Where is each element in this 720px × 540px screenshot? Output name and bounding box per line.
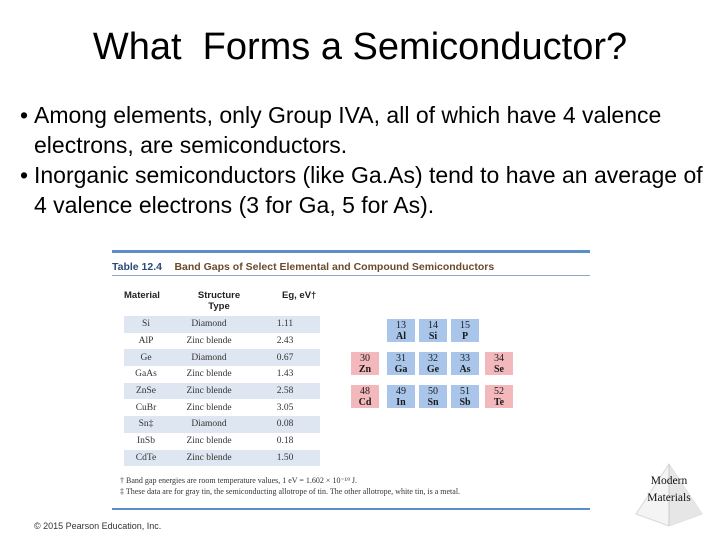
band-gap-figure xyxy=(112,250,590,512)
figure-top-rule xyxy=(112,250,590,253)
atomic-number: 48 xyxy=(360,386,370,397)
atomic-number: 50 xyxy=(428,386,438,397)
table-row xyxy=(124,399,320,416)
element-symbol: Te xyxy=(493,397,505,408)
modern-materials-logo xyxy=(634,462,704,528)
cell-material: Si xyxy=(124,316,168,333)
element-symbol: P xyxy=(461,331,469,342)
atomic-number: 30 xyxy=(360,353,370,364)
cell-gap: 1.50 xyxy=(250,450,320,467)
element-cell xyxy=(484,384,514,409)
table-number: Table 12.4 xyxy=(112,261,162,273)
footnote: † Band gap energies are room temperature values, 1 eV = 1.602 × 10⁻¹⁹ J. xyxy=(120,476,357,485)
element-cell xyxy=(418,384,448,409)
table-row xyxy=(124,450,320,467)
table-row xyxy=(124,333,320,350)
cell-gap: 0.08 xyxy=(250,416,320,433)
cell-material: AlP xyxy=(138,336,154,347)
cell-material: CuBr xyxy=(135,402,157,413)
element-symbol: Ga xyxy=(394,364,408,375)
element-cell xyxy=(484,351,514,376)
element-symbol: Al xyxy=(396,331,406,342)
element-cell xyxy=(386,384,416,409)
atomic-number: 34 xyxy=(494,353,504,364)
cell-gap: 0.18 xyxy=(276,436,294,447)
bullet-marker: • xyxy=(20,162,29,188)
cell-material: Sn‡ xyxy=(124,416,168,433)
element-symbol: Cd xyxy=(358,397,372,408)
element-symbol: Sb xyxy=(459,397,471,408)
table-row xyxy=(124,349,320,366)
header-structure: Structure Type xyxy=(197,290,241,312)
cell-gap: 2.58 xyxy=(250,383,320,400)
element-symbol: Ge xyxy=(426,364,440,375)
element-symbol: Sn xyxy=(427,397,439,408)
atomic-number: 51 xyxy=(460,386,470,397)
atomic-number: 32 xyxy=(428,353,438,364)
bullet-item xyxy=(20,100,710,160)
table-name: Band Gaps of Select Elemental and Compound Semiconductors xyxy=(174,261,495,273)
atomic-number: 15 xyxy=(460,320,470,331)
atomic-number: 49 xyxy=(396,386,406,397)
element-cell xyxy=(450,318,480,343)
atomic-number: 33 xyxy=(460,353,470,364)
figure-bottom-rule xyxy=(112,508,590,510)
cell-gap: 1.43 xyxy=(276,369,294,380)
element-symbol: Zn xyxy=(358,364,372,375)
table-caption xyxy=(112,257,590,276)
footnote: ‡ These data are for gray tin, the semiconducting allotrope of tin. The other allotrope, white tin, is a metal. xyxy=(120,487,461,496)
cell-gap: 2.43 xyxy=(276,336,294,347)
table-row xyxy=(124,433,320,450)
element-cell xyxy=(386,318,416,343)
copyright-credit: © 2015 Pearson Education, Inc. xyxy=(34,521,162,531)
cell-structure: Zinc blende xyxy=(186,402,232,413)
table-row xyxy=(124,366,320,383)
element-cell xyxy=(418,318,448,343)
element-cell xyxy=(386,351,416,376)
cell-material: GaAs xyxy=(135,369,157,380)
element-cell xyxy=(418,351,448,376)
table-row xyxy=(124,383,320,400)
logo-line-2: Materials xyxy=(647,492,691,504)
element-cell xyxy=(350,384,380,409)
cell-structure: Zinc blende xyxy=(186,336,232,347)
atomic-number: 52 xyxy=(494,386,504,397)
cell-structure: Zinc blende xyxy=(168,450,250,467)
bullet-item xyxy=(20,160,710,220)
atomic-number: 13 xyxy=(396,320,406,331)
cell-material: ZnSe xyxy=(124,383,168,400)
cell-structure: Diamond xyxy=(168,416,250,433)
cell-structure: Diamond xyxy=(168,316,250,333)
cell-structure: Diamond xyxy=(168,349,250,366)
table-row xyxy=(124,316,320,333)
material-table xyxy=(124,316,320,466)
bullet-text: Inorganic semiconductors (like Ga.As) tend to have an average of 4 valence electrons (3 for Ga, 5 for As). xyxy=(34,162,703,218)
header-material: Material xyxy=(124,290,160,301)
atomic-number: 31 xyxy=(396,353,406,364)
cell-structure: Zinc blende xyxy=(186,369,232,380)
element-symbol: Se xyxy=(494,364,504,375)
bullet-marker: • xyxy=(20,102,29,128)
element-symbol: As xyxy=(459,364,471,375)
cell-material: CdTe xyxy=(124,450,168,467)
slide-title: What Forms a Semiconductor? xyxy=(92,26,628,68)
header-gap: Eg, eV† xyxy=(282,290,317,301)
element-symbol: Si xyxy=(428,331,438,342)
element-cell xyxy=(450,384,480,409)
atomic-number: 14 xyxy=(428,320,438,331)
cell-structure: Zinc blende xyxy=(168,383,250,400)
element-cell xyxy=(350,351,380,376)
cell-structure: Zinc blende xyxy=(186,436,232,447)
cell-gap: 1.11 xyxy=(250,316,320,333)
bullet-text: Among elements, only Group IVA, all of which have 4 valence electrons, are semiconductors. xyxy=(34,102,662,158)
element-cell xyxy=(450,351,480,376)
cell-material: Ge xyxy=(124,349,168,366)
logo-line-1: Modern xyxy=(650,475,688,487)
element-symbol: In xyxy=(396,397,406,408)
bullet-list xyxy=(20,100,710,220)
cell-material: InSb xyxy=(137,436,155,447)
table-row xyxy=(124,416,320,433)
cell-gap: 3.05 xyxy=(276,402,294,413)
cell-gap: 0.67 xyxy=(250,349,320,366)
